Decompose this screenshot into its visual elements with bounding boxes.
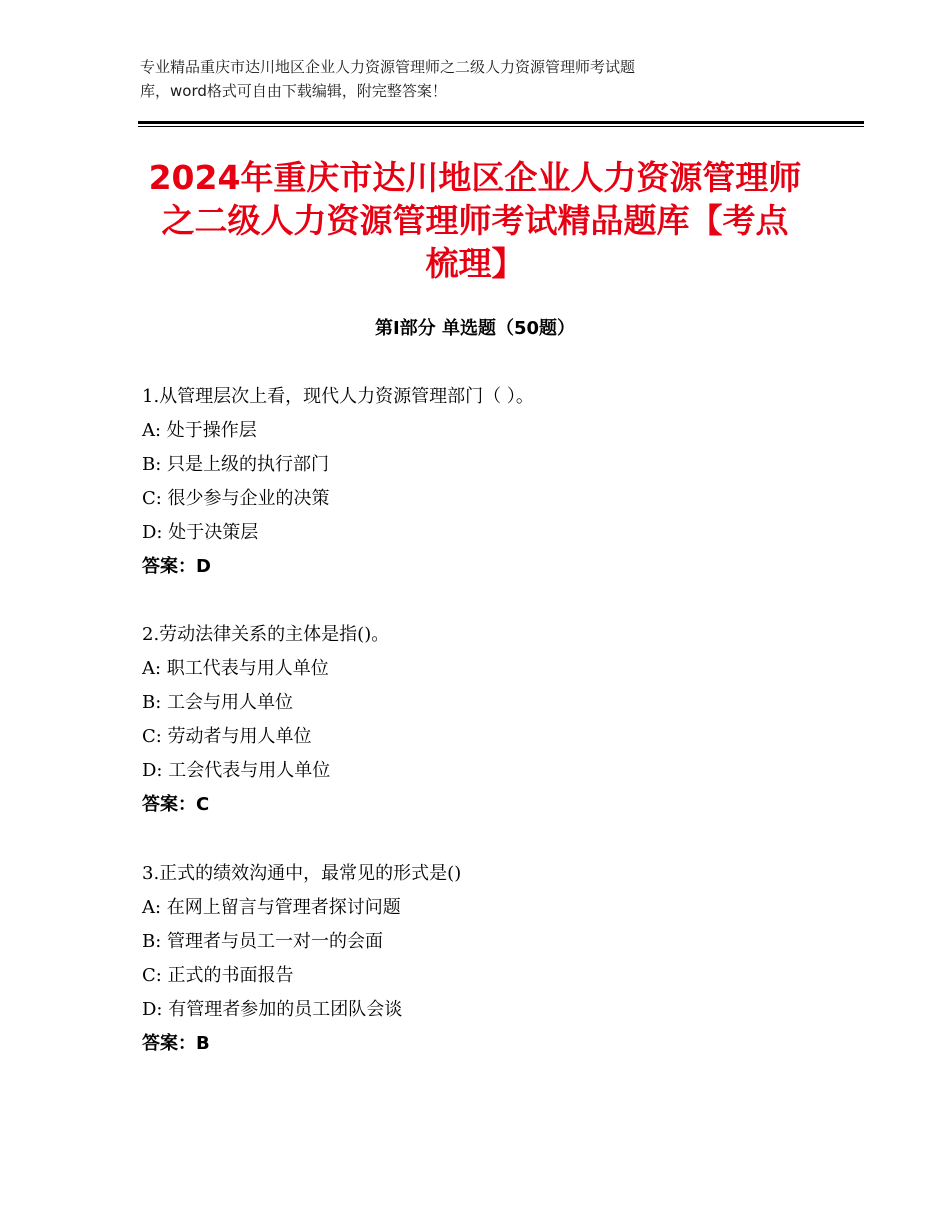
answer-line: 答案：B	[142, 1033, 210, 1054]
document-title	[120, 156, 830, 285]
question-stem: 3.正式的绩效沟通中，最常见的形式是()	[142, 863, 462, 884]
document-title-line-1: 2024年重庆市达川地区企业人力资源管理师	[148, 158, 802, 197]
option-a: A: 在网上留言与管理者探讨问题	[142, 897, 401, 918]
option-d: D: 工会代表与用人单位	[142, 760, 331, 781]
option-d: D: 处于决策层	[142, 522, 259, 543]
question-2	[142, 618, 842, 822]
document-title-line-2: 之二级人力资源管理师考试精品题库【考点	[161, 201, 789, 240]
question-stem: 2.劳动法律关系的主体是指()。	[142, 624, 390, 645]
header-divider-thick	[138, 121, 864, 124]
option-b: B: 管理者与员工一对一的会面	[142, 931, 384, 952]
answer-line: 答案：D	[142, 556, 211, 577]
header-note-line-2: 库，word格式可自由下载编辑，附完整答案！	[140, 82, 447, 100]
option-b: B: 只是上级的执行部门	[142, 454, 330, 475]
answer-line: 答案：C	[142, 794, 210, 815]
document-title-line-3: 梳理】	[425, 244, 525, 283]
section-heading: 第Ⅰ部分 单选题（50题）	[374, 318, 575, 339]
option-c: C: 很少参与企业的决策	[142, 488, 330, 509]
option-d: D: 有管理者参加的员工团队会谈	[142, 999, 403, 1020]
option-a: A: 职工代表与用人单位	[142, 658, 329, 679]
header-note-line-1: 专业精品重庆市达川地区企业人力资源管理师之二级人力资源管理师考试题	[140, 58, 636, 76]
header-divider-thin	[138, 126, 864, 127]
question-3	[142, 857, 842, 1061]
option-b: B: 工会与用人单位	[142, 692, 294, 713]
header-note	[140, 55, 780, 103]
question-1	[142, 380, 842, 584]
question-stem: 1.从管理层次上看，现代人力资源管理部门（ ）。	[142, 386, 534, 407]
option-c: C: 正式的书面报告	[142, 965, 294, 986]
option-c: C: 劳动者与用人单位	[142, 726, 312, 747]
option-a: A: 处于操作层	[142, 420, 257, 441]
